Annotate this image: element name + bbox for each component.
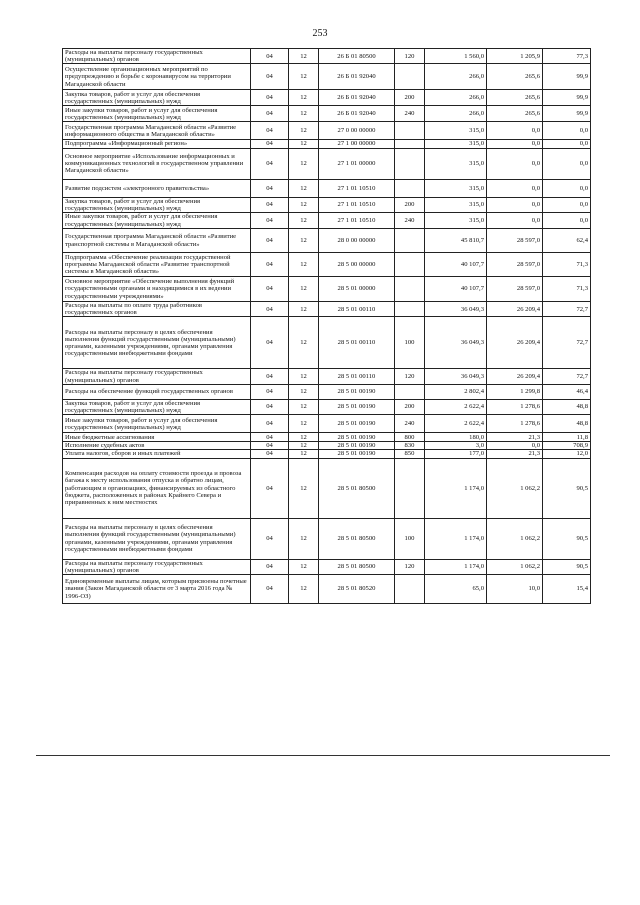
cell-pct: 72,7 (543, 317, 591, 369)
cell-rz: 04 (251, 302, 289, 317)
cell-pct: 46,4 (543, 384, 591, 399)
cell-plan: 315,0 (425, 197, 487, 212)
cell-pr: 12 (289, 140, 319, 148)
cell-vr: 120 (395, 369, 425, 384)
cell-fact: 0,0 (487, 442, 543, 450)
cell-plan: 1 174,0 (425, 518, 487, 559)
cell-pr: 12 (289, 575, 319, 604)
cell-pct: 0,0 (543, 148, 591, 179)
cell-name: Основное мероприятие «Использование информационных и коммуникационных технологий в государственном управлении Магаданской области» (63, 148, 251, 179)
table-row (63, 575, 591, 604)
cell-pct: 90,5 (543, 559, 591, 574)
cell-csr: 28 5 01 00190 (319, 433, 395, 442)
cell-pct: 77,3 (543, 49, 591, 64)
cell-plan: 315,0 (425, 140, 487, 148)
cell-fact: 21,3 (487, 433, 543, 442)
cell-vr (395, 575, 425, 604)
cell-pct: 99,9 (543, 106, 591, 122)
budget-table (62, 48, 591, 604)
cell-vr (395, 458, 425, 518)
cell-fact: 1 062,2 (487, 559, 543, 574)
cell-pct: 72,7 (543, 369, 591, 384)
cell-fact: 0,0 (487, 179, 543, 197)
cell-name: Иные закупки товаров, работ и услуг для обеспечения государственных (муниципальных) нужд (63, 213, 251, 229)
cell-fact: 0,0 (487, 140, 543, 148)
page-number: 253 (312, 28, 328, 39)
cell-fact: 1 299,8 (487, 384, 543, 399)
cell-pct: 12,0 (543, 450, 591, 458)
cell-rz: 04 (251, 369, 289, 384)
cell-plan: 2 622,4 (425, 415, 487, 433)
cell-pr: 12 (289, 90, 319, 106)
cell-pct: 90,5 (543, 518, 591, 559)
cell-pr: 12 (289, 450, 319, 458)
cell-rz: 04 (251, 277, 289, 302)
cell-plan: 266,0 (425, 64, 487, 90)
cell-name: Подпрограмма «Обеспечение реализации государственной программы Магаданской области «Развитие транспортной системы в Магаданской области» (63, 253, 251, 277)
table-row (63, 384, 591, 399)
cell-rz: 04 (251, 415, 289, 433)
cell-pr: 12 (289, 277, 319, 302)
cell-name: Расходы на выплаты персоналу государственных (муниципальных) органов (63, 49, 251, 64)
cell-name: Расходы на обеспечение функций государственных органов (63, 384, 251, 399)
cell-rz: 04 (251, 399, 289, 414)
cell-name: Уплата налогов, сборов и иных платежей (63, 450, 251, 458)
cell-pct: 0,0 (543, 197, 591, 212)
cell-csr: 27 1 00 00000 (319, 140, 395, 148)
cell-fact: 21,3 (487, 450, 543, 458)
cell-fact: 1 062,2 (487, 458, 543, 518)
cell-name: Компенсация расходов на оплату стоимости проезда и провоза багажа к месту использования отпуска и обратно лицам, работающим в организациях, финансируемых из областного бюджета, расположенных в районах Крайнего Севера и приравненных к ним местностях (63, 458, 251, 518)
cell-vr: 800 (395, 433, 425, 442)
cell-plan: 1 560,0 (425, 49, 487, 64)
cell-csr: 28 5 01 00110 (319, 302, 395, 317)
table-row (63, 122, 591, 140)
cell-rz: 04 (251, 140, 289, 148)
cell-pr: 12 (289, 442, 319, 450)
cell-pr: 12 (289, 106, 319, 122)
table-row (63, 317, 591, 369)
cell-pct: 0,0 (543, 140, 591, 148)
cell-pr: 12 (289, 369, 319, 384)
cell-fact: 1 278,6 (487, 415, 543, 433)
table-row (63, 415, 591, 433)
cell-plan: 2 622,4 (425, 399, 487, 414)
cell-pct: 48,8 (543, 399, 591, 414)
cell-fact: 0,0 (487, 122, 543, 140)
cell-pct: 62,4 (543, 229, 591, 253)
cell-pct: 90,5 (543, 458, 591, 518)
table-body (63, 49, 591, 604)
cell-csr: 28 5 01 00000 (319, 277, 395, 302)
cell-name: Закупка товаров, работ и услуг для обеспечения государственных (муниципальных) нужд (63, 90, 251, 106)
cell-name: Расходы на выплаты персоналу в целях обеспечения выполнения функций государственными (муниципальными) органами, казенными учреждениями, органами управления государственными внебюджетными фондами (63, 518, 251, 559)
cell-fact: 265,6 (487, 90, 543, 106)
table-row (63, 458, 591, 518)
cell-pct: 708,9 (543, 442, 591, 450)
cell-fact: 26 209,4 (487, 317, 543, 369)
cell-rz: 04 (251, 442, 289, 450)
cell-plan: 315,0 (425, 122, 487, 140)
cell-csr: 27 1 01 10510 (319, 213, 395, 229)
cell-vr (395, 64, 425, 90)
cell-rz: 04 (251, 575, 289, 604)
cell-vr: 830 (395, 442, 425, 450)
cell-fact: 26 209,4 (487, 302, 543, 317)
table-row (63, 229, 591, 253)
cell-rz: 04 (251, 433, 289, 442)
cell-csr: 27 0 00 00000 (319, 122, 395, 140)
cell-fact: 26 209,4 (487, 369, 543, 384)
cell-vr: 100 (395, 518, 425, 559)
cell-name: Иные бюджетные ассигнования (63, 433, 251, 442)
table-row (63, 90, 591, 106)
cell-pr: 12 (289, 197, 319, 212)
cell-pr: 12 (289, 122, 319, 140)
cell-vr (395, 229, 425, 253)
cell-pr: 12 (289, 49, 319, 64)
cell-csr: 28 5 01 80500 (319, 458, 395, 518)
cell-csr: 28 5 01 00110 (319, 317, 395, 369)
cell-pr: 12 (289, 317, 319, 369)
cell-plan: 65,0 (425, 575, 487, 604)
table-row (63, 302, 591, 317)
cell-vr (395, 253, 425, 277)
cell-vr: 200 (395, 197, 425, 212)
cell-name: Закупка товаров, работ и услуг для обеспечения государственных (муниципальных) нужд (63, 399, 251, 414)
cell-name: Иные закупки товаров, работ и услуг для обеспечения государственных (муниципальных) нужд (63, 415, 251, 433)
cell-csr: 26 Б 01 92040 (319, 106, 395, 122)
cell-csr: 27 1 01 10510 (319, 179, 395, 197)
cell-name: Единовременные выплаты лицам, которым присвоены почетные звания (Закон Магаданской области от 3 марта 2016 года № 1996-ОЗ) (63, 575, 251, 604)
cell-csr: 28 5 01 80500 (319, 518, 395, 559)
cell-fact: 0,0 (487, 148, 543, 179)
cell-rz: 04 (251, 213, 289, 229)
table-row (63, 197, 591, 212)
cell-plan: 40 107,7 (425, 277, 487, 302)
cell-csr: 28 5 00 00000 (319, 253, 395, 277)
cell-fact: 265,6 (487, 106, 543, 122)
cell-pr: 12 (289, 213, 319, 229)
cell-pct: 48,8 (543, 415, 591, 433)
cell-pct: 99,9 (543, 64, 591, 90)
cell-name: Подпрограмма «Информационный регион» (63, 140, 251, 148)
table-row (63, 450, 591, 458)
cell-plan: 45 810,7 (425, 229, 487, 253)
cell-rz: 04 (251, 450, 289, 458)
table-row (63, 277, 591, 302)
cell-csr: 28 0 00 00000 (319, 229, 395, 253)
cell-csr: 27 1 01 10510 (319, 197, 395, 212)
cell-plan: 2 802,4 (425, 384, 487, 399)
cell-pct: 15,4 (543, 575, 591, 604)
table-row (63, 179, 591, 197)
cell-pr: 12 (289, 433, 319, 442)
cell-pr: 12 (289, 384, 319, 399)
cell-name: Основное мероприятие «Обеспечение выполнения функций государственными органами и находящимися в их ведении государственными учреждениями» (63, 277, 251, 302)
cell-pct: 11,8 (543, 433, 591, 442)
cell-fact: 1 278,6 (487, 399, 543, 414)
cell-csr: 28 5 01 80520 (319, 575, 395, 604)
cell-vr (395, 384, 425, 399)
cell-name: Закупка товаров, работ и услуг для обеспечения государственных (муниципальных) нужд (63, 197, 251, 212)
table-row (63, 213, 591, 229)
cell-name: Государственная программа Магаданской области «Развитие информационного общества в Магаданской области» (63, 122, 251, 140)
cell-pct: 0,0 (543, 122, 591, 140)
footer-rule (36, 755, 610, 756)
cell-rz: 04 (251, 559, 289, 574)
cell-vr (395, 179, 425, 197)
cell-name: Исполнение судебных актов (63, 442, 251, 450)
cell-fact: 28 597,0 (487, 253, 543, 277)
cell-fact: 28 597,0 (487, 277, 543, 302)
cell-rz: 04 (251, 384, 289, 399)
cell-pct: 72,7 (543, 302, 591, 317)
table-row (63, 518, 591, 559)
cell-pr: 12 (289, 458, 319, 518)
cell-pct: 0,0 (543, 213, 591, 229)
cell-rz: 04 (251, 197, 289, 212)
cell-fact: 1 205,9 (487, 49, 543, 64)
cell-csr: 28 5 01 00190 (319, 442, 395, 450)
cell-name: Иные закупки товаров, работ и услуг для обеспечения государственных (муниципальных) нужд (63, 106, 251, 122)
cell-name: Развитие подсистем «электронного правительства» (63, 179, 251, 197)
cell-pr: 12 (289, 179, 319, 197)
cell-vr: 240 (395, 213, 425, 229)
cell-fact: 28 597,0 (487, 229, 543, 253)
cell-plan: 36 049,3 (425, 302, 487, 317)
cell-csr: 28 5 01 00190 (319, 450, 395, 458)
cell-plan: 40 107,7 (425, 253, 487, 277)
cell-vr (395, 140, 425, 148)
cell-csr: 27 1 01 00000 (319, 148, 395, 179)
cell-pr: 12 (289, 229, 319, 253)
cell-plan: 266,0 (425, 90, 487, 106)
cell-pr: 12 (289, 302, 319, 317)
cell-csr: 26 Б 01 92040 (319, 64, 395, 90)
cell-plan: 3,0 (425, 442, 487, 450)
table-row (63, 442, 591, 450)
cell-vr: 850 (395, 450, 425, 458)
cell-pr: 12 (289, 399, 319, 414)
cell-csr: 26 Б 01 80500 (319, 49, 395, 64)
table-row (63, 49, 591, 64)
cell-plan: 1 174,0 (425, 458, 487, 518)
cell-csr: 28 5 01 80500 (319, 559, 395, 574)
table-row (63, 369, 591, 384)
cell-vr: 200 (395, 399, 425, 414)
cell-pct: 99,9 (543, 90, 591, 106)
cell-fact: 1 062,2 (487, 518, 543, 559)
cell-plan: 36 049,3 (425, 369, 487, 384)
cell-vr (395, 122, 425, 140)
table-row (63, 559, 591, 574)
cell-name: Расходы на выплаты персоналу государственных (муниципальных) органов (63, 369, 251, 384)
cell-pr: 12 (289, 518, 319, 559)
cell-rz: 04 (251, 64, 289, 90)
cell-plan: 315,0 (425, 148, 487, 179)
cell-name: Расходы на выплаты персоналу в целях обеспечения выполнения функций государственными (муниципальными) органами, казенными учреждениями, органами управления государственными внебюджетными фондами (63, 317, 251, 369)
cell-rz: 04 (251, 317, 289, 369)
cell-plan: 266,0 (425, 106, 487, 122)
cell-pct: 71,3 (543, 277, 591, 302)
cell-vr: 120 (395, 49, 425, 64)
cell-vr: 240 (395, 415, 425, 433)
cell-rz: 04 (251, 229, 289, 253)
cell-fact: 0,0 (487, 213, 543, 229)
cell-name: Расходы на выплаты по оплате труда работников государственных органов (63, 302, 251, 317)
cell-plan: 1 174,0 (425, 559, 487, 574)
cell-csr: 28 5 01 00110 (319, 369, 395, 384)
cell-plan: 315,0 (425, 179, 487, 197)
cell-pr: 12 (289, 253, 319, 277)
cell-vr: 240 (395, 106, 425, 122)
cell-pr: 12 (289, 64, 319, 90)
cell-csr: 28 5 01 00190 (319, 384, 395, 399)
table-row (63, 106, 591, 122)
cell-rz: 04 (251, 458, 289, 518)
cell-csr: 28 5 01 00190 (319, 415, 395, 433)
cell-plan: 315,0 (425, 213, 487, 229)
cell-plan: 177,0 (425, 450, 487, 458)
cell-fact: 265,6 (487, 64, 543, 90)
cell-name: Расходы на выплаты персоналу государственных (муниципальных) органов (63, 559, 251, 574)
cell-rz: 04 (251, 179, 289, 197)
cell-vr (395, 302, 425, 317)
cell-name: Осуществление организационных мероприятий по предупреждению и борьбе с коронавирусом на территории Магаданской области (63, 64, 251, 90)
cell-rz: 04 (251, 518, 289, 559)
cell-rz: 04 (251, 90, 289, 106)
cell-plan: 36 049,3 (425, 317, 487, 369)
cell-pr: 12 (289, 559, 319, 574)
cell-csr: 26 Б 01 92040 (319, 90, 395, 106)
table-row (63, 253, 591, 277)
cell-name: Государственная программа Магаданской области «Развитие транспортной системы в Магаданской области» (63, 229, 251, 253)
cell-csr: 28 5 01 00190 (319, 399, 395, 414)
cell-pr: 12 (289, 415, 319, 433)
table-row (63, 140, 591, 148)
cell-vr: 200 (395, 90, 425, 106)
cell-vr: 100 (395, 317, 425, 369)
cell-fact: 0,0 (487, 197, 543, 212)
cell-vr (395, 277, 425, 302)
cell-vr: 120 (395, 559, 425, 574)
cell-pct: 71,3 (543, 253, 591, 277)
cell-rz: 04 (251, 122, 289, 140)
cell-pr: 12 (289, 148, 319, 179)
cell-vr (395, 148, 425, 179)
cell-rz: 04 (251, 49, 289, 64)
cell-fact: 10,0 (487, 575, 543, 604)
cell-pct: 0,0 (543, 179, 591, 197)
cell-rz: 04 (251, 106, 289, 122)
table-row (63, 64, 591, 90)
table-row (63, 148, 591, 179)
table-row (63, 433, 591, 442)
cell-plan: 180,0 (425, 433, 487, 442)
cell-rz: 04 (251, 148, 289, 179)
cell-rz: 04 (251, 253, 289, 277)
table-row (63, 399, 591, 414)
